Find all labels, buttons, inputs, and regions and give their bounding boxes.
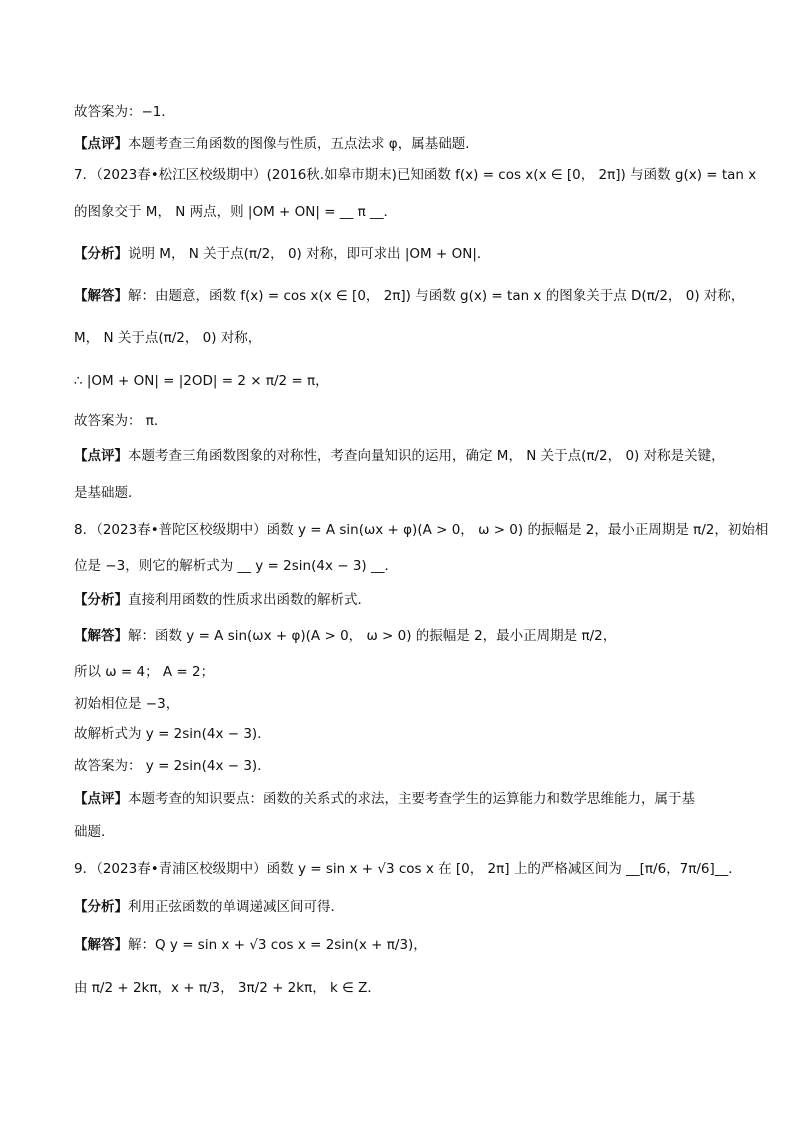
- solution-line: 【解答】解：Q y = sin x + √3 cos x = 2sin(x + π/3)，: [74, 937, 427, 953]
- answer-line: 故答案为： y = 2sin(4x − 3)．: [74, 758, 271, 774]
- text-line: 故答案为：−1．: [74, 104, 175, 120]
- analysis-line: 【分析】直接利用函数的性质求出函数的解析式．: [74, 592, 371, 608]
- solution-line: 所以 ω = 4； A = 2；: [74, 664, 215, 680]
- comment-tag: 【点评】: [74, 791, 128, 807]
- comment-tag: 【点评】: [74, 136, 128, 152]
- text-line: 【点评】本题考查三角函数的图像与性质，五点法求 φ，属基础题．: [74, 136, 479, 152]
- analysis-tag: 【分析】: [74, 899, 128, 915]
- solution-tag: 【解答】: [74, 628, 128, 644]
- answer-line: 故答案为： π．: [74, 413, 168, 429]
- comment-line: 础题．: [74, 824, 115, 840]
- solution-tag: 【解答】: [74, 937, 128, 953]
- solution-line: 故解析式为 y = 2sin(4x − 3)．: [74, 726, 271, 742]
- comment-tag: 【点评】: [74, 448, 128, 464]
- question-line: 的图象交于 M， N 两点，则 |OM + ON| = __ π __．: [74, 204, 398, 220]
- question-line: 8．（2023春•普陀区校级期中）函数 y = A sin(ωx + φ)(A > 0， ω > 0) 的振幅是 2，最小正周期是 π/2，初始相: [74, 522, 769, 538]
- solution-line: 由 π/2 + 2kπ，x + π/3， 3π/2 + 2kπ， k ∈ Z．: [74, 980, 381, 996]
- question-line: 位是 −3，则它的解析式为 __ y = 2sin(4x − 3) __．: [74, 558, 398, 574]
- question-line: 9．（2023春•青浦区校级期中）函数 y = sin x + √3 cos x 在 [0， 2π] 上的严格减区间为 __[π/6，7π/6]__．: [74, 861, 742, 877]
- solution-tag: 【解答】: [74, 288, 128, 304]
- comment-line: 【点评】本题考查三角函数图象的对称性，考查向量知识的运用，确定 M， N 关于点(π/2， 0) 对称是关键，: [74, 448, 725, 464]
- solution-line: 【解答】解：由题意，函数 f(x) = cos x(x ∈ [0， 2π]) 与函数 g(x) = tan x 的图象关于点 D(π/2， 0) 对称，: [74, 288, 745, 304]
- comment-line: 【点评】本题考查的知识要点：函数的关系式的求法，主要考查学生的运算能力和数学思维能力，属于基: [74, 791, 695, 807]
- solution-line: 【解答】解：函数 y = A sin(ωx + φ)(A > 0， ω > 0) 的振幅是 2，最小正周期是 π/2，: [74, 628, 617, 644]
- solution-line: 初始相位是 −3，: [74, 696, 180, 712]
- analysis-tag: 【分析】: [74, 246, 128, 262]
- analysis-line: 【分析】利用正弦函数的单调递减区间可得．: [74, 899, 344, 915]
- analysis-tag: 【分析】: [74, 592, 128, 608]
- comment-line: 是基础题．: [74, 485, 142, 501]
- question-line: 7．（2023春•松江区校级期中）(2016秋.如皋市期末)已知函数 f(x) = cos x(x ∈ [0， 2π]) 与函数 g(x) = tan x: [74, 167, 757, 183]
- analysis-line: 【分析】说明 M， N 关于点(π/2， 0) 对称，即可求出 |OM + ON|．: [74, 246, 491, 262]
- solution-line: ∴ |OM + ON| = |2OD| = 2 × π/2 = π，: [74, 373, 329, 389]
- solution-line: M， N 关于点(π/2， 0) 对称，: [74, 330, 262, 346]
